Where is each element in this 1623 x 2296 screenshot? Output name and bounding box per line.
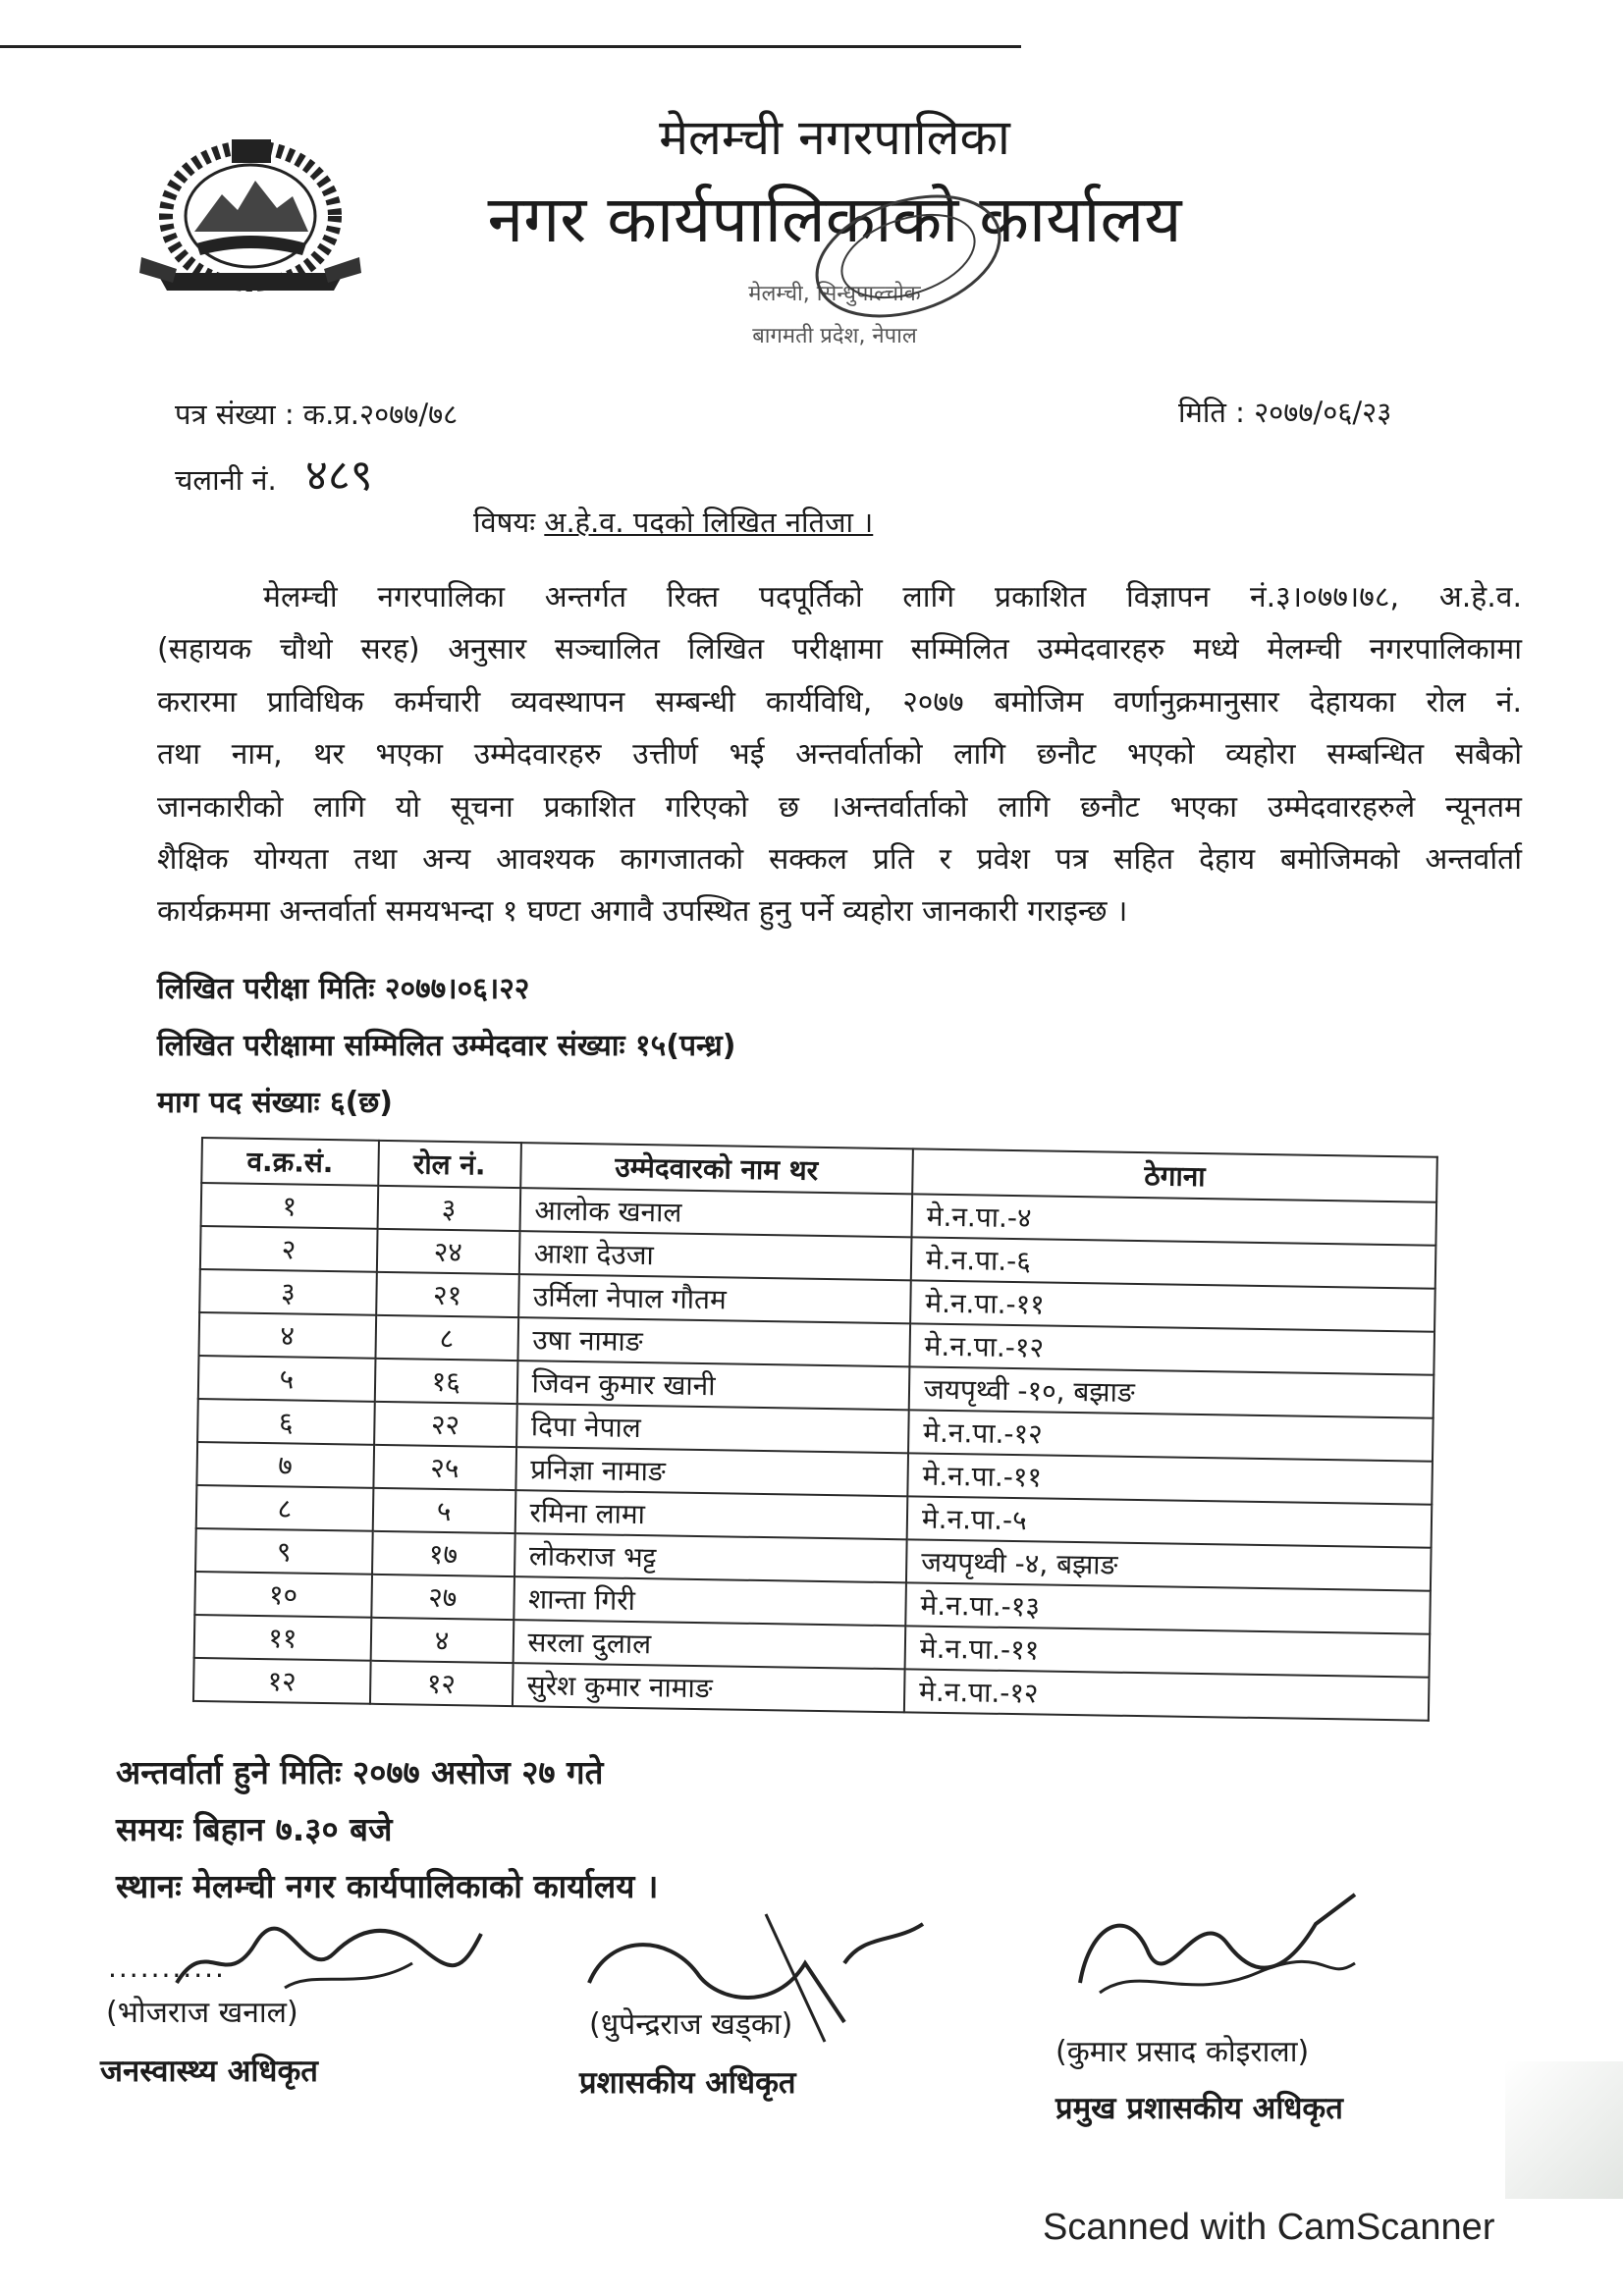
- signatory-left-name: (भोजराज खनाल): [106, 1996, 298, 2030]
- cell-serial: १: [201, 1183, 378, 1229]
- cell-serial: ७: [196, 1442, 373, 1488]
- top-rule: [0, 45, 1021, 48]
- cell-roll: २७: [371, 1575, 514, 1620]
- cell-address: मे.न.पा.-१३: [905, 1582, 1431, 1633]
- cell-roll: १२: [370, 1661, 513, 1706]
- cell-serial: ८: [196, 1485, 373, 1531]
- office-stamp-icon: [805, 192, 1011, 320]
- cell-serial: १०: [194, 1572, 371, 1618]
- cell-name: रमिना लामा: [514, 1490, 907, 1539]
- dispatch-label: चलानी नं.: [175, 463, 277, 497]
- col-header-serial: व.क्र.सं.: [201, 1138, 378, 1186]
- signature-right-icon: [1060, 1885, 1375, 2012]
- cell-name: सुरेश कुमार नामाङ: [512, 1663, 904, 1712]
- results-table: [192, 1137, 1438, 1722]
- cell-name: लोकराज भट्ट: [514, 1533, 907, 1582]
- cell-serial: ५: [198, 1356, 375, 1402]
- col-header-roll: रोल नं.: [378, 1141, 521, 1188]
- cell-name: जिवन कुमार खानी: [516, 1361, 909, 1410]
- subject-text: अ.हे.व. पदको लिखित नतिजा ।: [544, 506, 874, 539]
- body-line: जानकारीको लागि यो सूचना प्रकाशित गरिएको छ ।अन्तर्वार्ताको लागि छनौट भएका उम्मेदवारहरुले न्यूनतम: [157, 789, 1522, 825]
- cell-serial: ९: [195, 1528, 372, 1575]
- dispatch-value: ४८९: [304, 451, 373, 501]
- cell-name: दिपा नेपाल: [516, 1404, 909, 1453]
- signatory-left-title: जनस्वास्थ्य अधिकृत: [100, 2054, 318, 2089]
- cell-address: मे.न.पा.-११: [910, 1280, 1435, 1331]
- exam-date: लिखित परीक्षा मितिः २०७७।०६।२२: [157, 972, 530, 1006]
- cell-name: आलोक खनाल: [519, 1188, 912, 1237]
- notice-body: [157, 571, 1522, 938]
- body-line: शैक्षिक योग्यता तथा अन्य आवश्यक कागजातको सक्कल प्रति र प्रवेश पत्र सहित देहाय बमोजिमको अन्तर्वार्ता: [157, 841, 1522, 877]
- cell-address: मे.न.पा.-११: [907, 1453, 1433, 1504]
- exam-candidates: लिखित परीक्षामा सम्मिलित उम्मेदवार संख्याः १५(पन्ध्र): [157, 1029, 736, 1063]
- cell-roll: १६: [375, 1359, 517, 1404]
- cell-serial: ३: [199, 1269, 376, 1315]
- cell-serial: २: [200, 1226, 377, 1272]
- cell-address: मे.न.पा.-१२: [909, 1323, 1434, 1374]
- cell-name: शान्ता गिरी: [514, 1576, 906, 1626]
- cell-serial: ११: [194, 1615, 371, 1661]
- body-line: (सहायक चौथो सरह) अनुसार सञ्चालित लिखित परीक्षामा सम्मिलित उम्मेदवारहरु मध्ये मेलम्ची नगरपालिकामा: [157, 632, 1522, 667]
- scan-shadow: [1505, 2061, 1623, 2199]
- camscanner-watermark: Scanned with CamScanner: [1043, 2207, 1495, 2248]
- body-line: तथा नाम, थर भएका उम्मेदवारहरु उत्तीर्ण भई अन्तर्वार्ताको लागि छनौट भएको व्यहोरा सम्बन्धित सबैको: [157, 737, 1522, 773]
- cell-address: मे.न.पा.-१२: [908, 1410, 1434, 1461]
- body-line: मेलम्ची नगरपालिका अन्तर्गत रिक्त पदपूर्तिको लागि प्रकाशित विज्ञापन नं.३।०७७।७८, अ.हे.व.: [263, 580, 1522, 614]
- cell-roll: ३: [377, 1186, 519, 1231]
- col-header-name: उम्मेदवारको नाम थर: [520, 1143, 913, 1194]
- cell-roll: २१: [376, 1272, 518, 1317]
- address-line-1: मेलम्ची, सिन्धुपाल्चोक: [748, 282, 921, 306]
- cell-address: मे.न.पा.-४: [911, 1194, 1436, 1245]
- cell-address: मे.न.पा.-१२: [904, 1669, 1430, 1720]
- interview-date: अन्तर्वार्ता हुने मितिः २०७७ असोज २७ गते: [116, 1753, 604, 1791]
- signatory-middle-title: प्रशासकीय अधिकृत: [579, 2065, 796, 2101]
- cell-address: मे.न.पा.-५: [907, 1496, 1433, 1547]
- interview-time: समयः बिहान ७.३० बजे: [116, 1810, 393, 1848]
- letter-date: मिति : २०७७/०६/२३: [1178, 396, 1392, 429]
- dispatch-number: [175, 444, 373, 503]
- signature-left-icon: [167, 1914, 491, 2002]
- cell-name: उर्मिला नेपाल गौतम: [518, 1274, 911, 1323]
- nepal-emblem-icon: [137, 126, 363, 302]
- letter-number: पत्र संख्या : क.प्र.२०७७/७८: [175, 398, 459, 431]
- cell-name: प्रनिज्ञा नामाङ: [515, 1447, 908, 1496]
- municipality-name: मेलम्ची नगरपालिका: [659, 109, 1010, 166]
- cell-name: उषा नामाङ: [517, 1317, 910, 1366]
- body-line: करारमा प्राविधिक कर्मचारी व्यवस्थापन सम्बन्धी कार्यविधि, २०७७ बमोजिम वर्णानुक्रमानुसार देहायका रोल नं.: [157, 684, 1522, 720]
- signatory-right-name: (कुमार प्रसाद कोइराला): [1055, 2035, 1310, 2069]
- signatory-middle-name: (धुपेन्द्रराज खड्का): [589, 2007, 793, 2042]
- cell-roll: ५: [372, 1488, 514, 1533]
- cell-serial: १२: [193, 1658, 370, 1704]
- interview-place: स्थानः मेलम्ची नगर कार्यपालिकाको कार्यालय ।: [116, 1867, 659, 1905]
- cell-roll: १७: [372, 1531, 514, 1576]
- office-name: नगर कार्यपालिकाको कार्यालय: [487, 182, 1182, 257]
- cell-roll: ४: [370, 1618, 513, 1663]
- subject-label: विषयः: [473, 506, 536, 539]
- cell-address: मे.न.पा.-६: [911, 1237, 1436, 1288]
- cell-address: मे.न.पा.-११: [905, 1626, 1431, 1677]
- cell-roll: २४: [377, 1229, 519, 1274]
- cell-address: जयपृथ्वी -१०, बझाङ: [909, 1366, 1434, 1417]
- signature-dots: ...........: [108, 1951, 226, 1984]
- cell-roll: २५: [373, 1445, 515, 1490]
- cell-roll: २२: [374, 1402, 516, 1447]
- cell-serial: ६: [197, 1399, 374, 1445]
- cell-address: जयपृथ्वी -४, बझाङ: [906, 1539, 1432, 1590]
- col-header-address: ठेगाना: [912, 1148, 1437, 1201]
- posts-count: माग पद संख्याः ६(छ): [157, 1086, 394, 1120]
- signatory-right-title: प्रमुख प्रशासकीय अधिकृत: [1055, 2091, 1343, 2126]
- body-line: कार्यक्रममा अन्तर्वार्ता समयभन्दा १ घण्टा अगावै उपस्थित हुनु पर्ने व्यहोरा जानकारी गराइन्छ ।: [157, 894, 1128, 930]
- cell-name: आशा देउजा: [518, 1231, 911, 1280]
- cell-name: सरला दुलाल: [513, 1620, 905, 1669]
- cell-roll: ८: [375, 1315, 517, 1361]
- subject-line: [473, 503, 873, 541]
- address-line-2: बागमती प्रदेश, नेपाल: [752, 324, 917, 348]
- cell-serial: ४: [198, 1312, 375, 1359]
